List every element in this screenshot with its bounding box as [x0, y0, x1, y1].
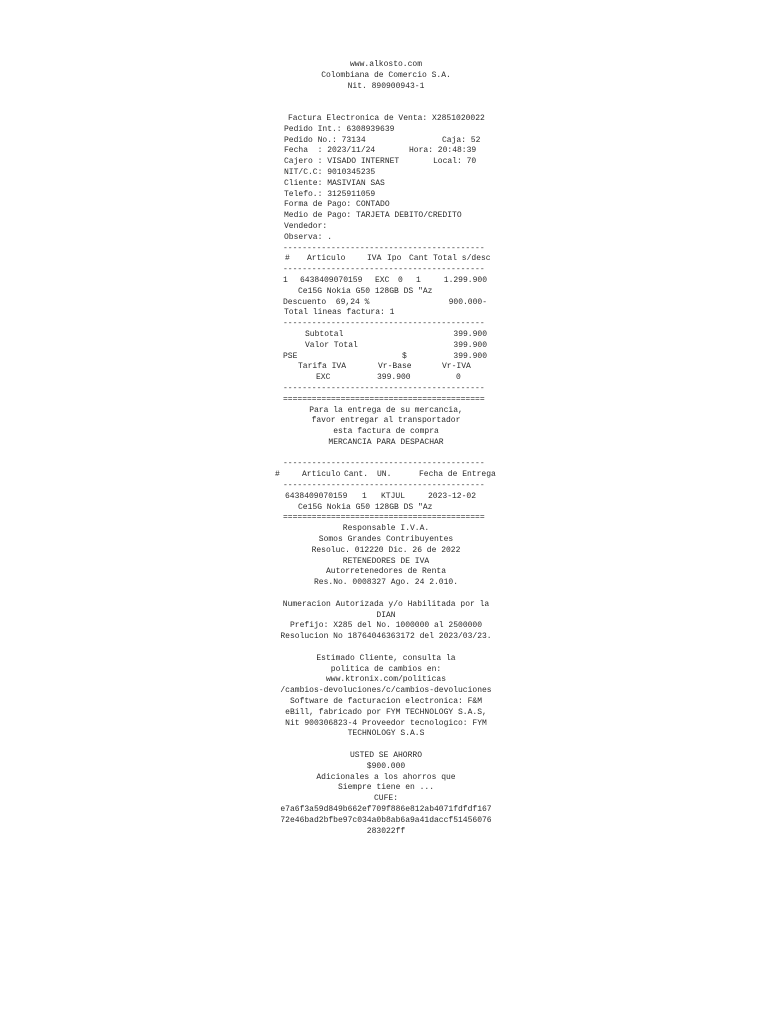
delivery-note-line: esta factura de compra: [333, 427, 439, 437]
tarifa-iva-header: Tarifa IVA: [298, 362, 347, 372]
fecha: Fecha : 2023/11/24: [284, 146, 376, 156]
valor-total-value: 399.900: [453, 340, 487, 350]
col-total-header: Total s/desc: [433, 254, 491, 264]
delivery-col-num-header: #: [275, 470, 280, 480]
item-cant: 1: [416, 275, 421, 285]
col-num-header: #: [285, 254, 290, 264]
politica-line: Software de facturacion electronica: F&M: [289, 697, 483, 707]
ahorro-line: Siempre tiene en ...: [337, 783, 434, 793]
website-text: www.alkosto.com: [349, 60, 422, 69]
cufe-value: 283022ff: [366, 826, 406, 836]
cufe-value: e7a6f3a59d849b662ef709f886e812ab4071fdfdf167: [280, 804, 492, 814]
politica-link: /cambios-devoluciones/c/cambios-devoluciones: [280, 686, 492, 696]
tarifa-value: EXC: [316, 373, 331, 383]
pedido-no: Pedido No.: 73134: [284, 135, 366, 145]
col-cant-header: Cant: [409, 254, 429, 264]
ahorro-amount: $900.000: [366, 761, 406, 771]
item-total: 1.299.900: [443, 275, 487, 285]
dash-divider: ------------------------------------------: [283, 481, 485, 491]
col-articulo-header: Articulo: [307, 254, 346, 264]
item-num: 1: [283, 275, 288, 285]
delivery-col-fecha-header: Fecha de Entrega: [419, 470, 496, 480]
total-lineas: Total lineas factura: 1: [284, 308, 395, 318]
caja: Caja: 52: [442, 135, 481, 145]
ahorro-line: Adicionales a los ahorros que: [316, 772, 456, 782]
table-row: [0, 492, 768, 503]
delivery-col-articulo-header: Articulo: [302, 470, 341, 480]
pedido-int: Pedido Int.: 6308939639: [284, 124, 395, 134]
descuento-label: Descuento 69,24 %: [283, 297, 370, 307]
local: Local: 70: [433, 157, 477, 167]
legal-line: Responsable I.V.A.: [342, 524, 430, 534]
cufe-value: 72e46bad2bfbe97c034a0b8ab6a9a41daccf51456076: [280, 815, 492, 825]
ahorro-title: USTED SE AHORRO: [349, 751, 422, 760]
cufe-label: CUFE:: [373, 794, 398, 804]
pse-currency: $: [402, 351, 407, 361]
legal-line: Autorretenedores de Renta: [325, 567, 447, 577]
company-name: Colombiana de Comercio S.A.: [321, 70, 451, 80]
delivery-col-cant-header: Cant.: [344, 470, 369, 480]
delivery-col-un-header: UN.: [377, 470, 392, 480]
legal-line: RETENEDORES DE IVA: [342, 556, 430, 566]
equal-divider: ==========================================: [283, 513, 485, 523]
politica-line: Nit 900306823-4 Proveedor tecnologico: FYM: [285, 718, 487, 728]
politica-line: politica de cambios en:: [330, 664, 442, 674]
legal-line: Somos Grandes Contribuyentes: [318, 535, 454, 545]
cajero: Cajero : VISADO INTERNET: [284, 157, 400, 167]
dash-divider: ------------------------------------------: [283, 265, 485, 275]
item-ipo: 0: [398, 275, 403, 285]
item-iva: EXC: [375, 275, 390, 285]
pse-value: 399.900: [453, 351, 487, 361]
legal-line: Resoluc. 012220 Dic. 26 de 2022: [311, 545, 461, 555]
subtotal-value: 399.900: [453, 329, 487, 339]
hora: Hora: 20:48:39: [409, 146, 477, 156]
numeracion-line: Numeracion Autorizada y/o Habilitada por la: [282, 599, 490, 609]
item-code: 6438409070159: [300, 275, 363, 285]
numeracion-line: Prefijo: X285 del No. 1000000 al 2500000: [289, 621, 483, 631]
subtotal-label: Subtotal: [305, 329, 344, 339]
descuento-value: 900.000-: [448, 297, 487, 307]
item-description: Ce15G Nokia G50 128GB DS "Az: [298, 286, 433, 296]
dash-divider: ------------------------------------------: [283, 459, 485, 469]
valor-total-label: Valor Total: [305, 340, 358, 350]
delivery-note-line: favor entregar al transportador: [311, 416, 461, 426]
vr-iva-header: Vr-IVA: [442, 362, 471, 372]
receipt: [0, 60, 768, 837]
delivery-note-line: Para la entrega de su mercancia,: [309, 405, 463, 415]
politica-line: Estimado Cliente, consulta la: [316, 653, 456, 663]
pse-label: PSE: [283, 351, 298, 361]
cliente: Cliente: MASIVIAN SAS: [284, 178, 385, 188]
medio-pago: Medio de Pago: TARJETA DEBITO/CREDITO: [284, 211, 462, 221]
dash-divider: ------------------------------------------: [283, 319, 485, 329]
delivery-item-fecha: 2023-12-02: [428, 491, 477, 501]
col-ipo-header: Ipo: [387, 254, 402, 264]
dash-divider: ------------------------------------------: [283, 383, 485, 393]
delivery-item-description: Ce15G Nokia G50 128GB DS "Az: [298, 502, 433, 512]
invoice-title: Factura Electronica de Venta: X2851020022: [288, 113, 485, 123]
numeracion-line: DIAN: [376, 610, 396, 620]
numeracion-line: Resolucion No 18764046363172 del 2023/03/23.: [280, 632, 492, 642]
telefono: Telefo.: 3125911059: [284, 189, 376, 199]
delivery-item-cant: 1: [362, 491, 367, 501]
forma-pago: Forma de Pago: CONTADO: [284, 200, 390, 210]
equal-divider: ==========================================: [283, 394, 485, 404]
delivery-item-code: 6438409070159: [285, 491, 348, 501]
col-iva-header: IVA: [367, 254, 382, 264]
vr-base-value: 399.900: [377, 373, 411, 383]
vr-iva-value: 0: [456, 373, 461, 383]
nit-cc: NIT/C.C: 9010345235: [284, 167, 376, 177]
delivery-note-line: MERCANCIA PARA DESPACHAR: [328, 437, 444, 447]
company-nit: Nit. 890900943-1: [347, 81, 425, 91]
observa: Observa: .: [284, 232, 333, 242]
politica-line: TECHNOLOGY S.A.S: [347, 729, 425, 739]
delivery-item-un: KTJUL: [381, 491, 406, 501]
legal-line: Res.No. 0008327 Ago. 24 2.010.: [313, 578, 459, 588]
politica-link: www.ktronix.com/politicas: [325, 675, 447, 685]
politica-line: eBill, fabricado por FYM TECHNOLOGY S.A.S,: [285, 707, 487, 717]
vendedor: Vendedor:: [284, 221, 328, 231]
table-row: [0, 276, 768, 287]
vr-base-header: Vr-Base: [378, 362, 412, 372]
dash-divider: ------------------------------------------: [283, 243, 485, 253]
